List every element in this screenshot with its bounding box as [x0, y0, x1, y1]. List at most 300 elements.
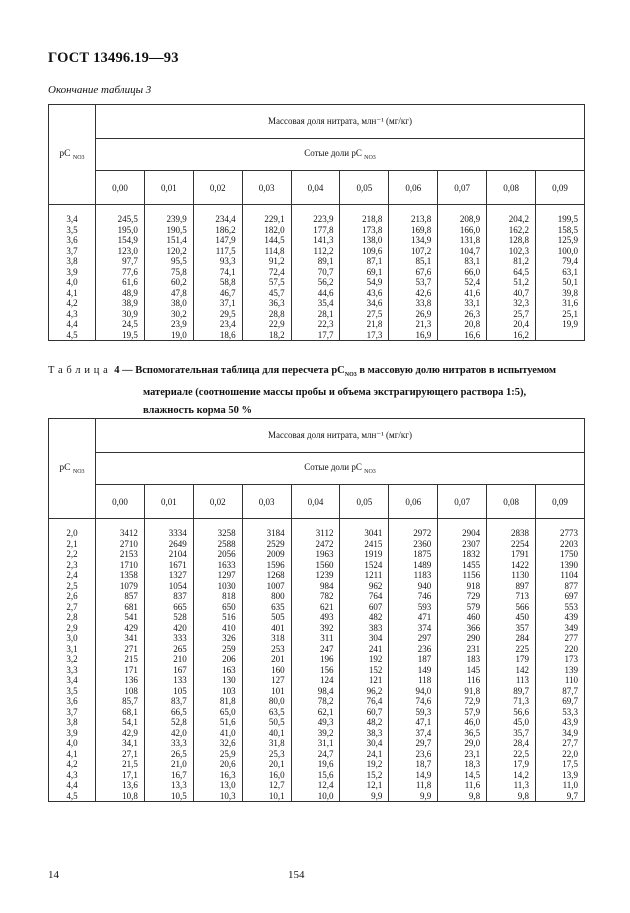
- table-cell: 1156: [438, 570, 487, 581]
- table-cell: 61,6: [96, 277, 145, 288]
- table-cell: 1633: [193, 560, 242, 571]
- table-row: [49, 696, 585, 707]
- table-cell: 19,5: [96, 330, 145, 341]
- table-cell: 116: [438, 675, 487, 686]
- table-cell: 17,5: [536, 759, 585, 770]
- table-cell: 349: [536, 623, 585, 634]
- document-id: ГОСТ 13496.19—93: [48, 50, 179, 66]
- table-cell: 65,0: [193, 707, 242, 718]
- row-ph-value: 4,2: [49, 759, 96, 770]
- row-ph-value: 4,3: [49, 770, 96, 781]
- table4-caption: [48, 362, 588, 420]
- table-cell: 210: [144, 654, 193, 665]
- table-cell: 52,8: [144, 717, 193, 728]
- table-cell: 21,8: [340, 319, 389, 330]
- table-cell: 152: [340, 665, 389, 676]
- table-cell: 62,1: [291, 707, 340, 718]
- table-cell: 713: [487, 591, 536, 602]
- row-ph-value: 3,8: [49, 717, 96, 728]
- table-cell: 1791: [487, 549, 536, 560]
- row-ph-value: 2,1: [49, 539, 96, 550]
- table-cell: 147,9: [193, 235, 242, 246]
- table-cell: 23,1: [438, 749, 487, 760]
- table-cell: 392: [291, 623, 340, 634]
- table-cell: 43,9: [536, 717, 585, 728]
- table-cell: 103: [193, 686, 242, 697]
- table-cell: 28,4: [487, 738, 536, 749]
- table-cell: 12,4: [291, 780, 340, 791]
- table-row: [49, 570, 585, 581]
- table-row: [49, 581, 585, 592]
- table-cell: 79,4: [536, 256, 585, 267]
- table-cell: 56,2: [291, 277, 340, 288]
- table-cell: 173,8: [340, 225, 389, 236]
- table-cell: 9,8: [487, 791, 536, 802]
- table-cell: 18,7: [389, 759, 438, 770]
- table-cell: 54,1: [96, 717, 145, 728]
- table-cell: 650: [193, 602, 242, 613]
- table-cell: 195,0: [96, 225, 145, 236]
- table4-number: 4 —: [114, 365, 133, 376]
- table-row: [49, 654, 585, 665]
- table-cell: 593: [389, 602, 438, 613]
- table-cell: 9,9: [340, 791, 389, 802]
- table-cell: 57,9: [438, 707, 487, 718]
- table-cell: 697: [536, 591, 585, 602]
- table-cell: 83,7: [144, 696, 193, 707]
- table-cell: 66,0: [438, 267, 487, 278]
- table-cell: 70,7: [291, 267, 340, 278]
- table-cell: 67,6: [389, 267, 438, 278]
- table-cell: 23,4: [193, 319, 242, 330]
- row-ph-value: 3,9: [49, 267, 96, 278]
- table-cell: 108: [96, 686, 145, 697]
- table-cell: 9,9: [389, 791, 438, 802]
- table4-column-headers: [49, 485, 585, 519]
- table-cell: 87,1: [340, 256, 389, 267]
- table-cell: 11,8: [389, 780, 438, 791]
- table-cell: 41,0: [193, 728, 242, 739]
- table-cell: 1239: [291, 570, 340, 581]
- table-cell: 218,8: [340, 205, 389, 225]
- table-cell: 1104: [536, 570, 585, 581]
- table-cell: 31,6: [536, 298, 585, 309]
- table-cell: 1130: [487, 570, 536, 581]
- table-cell: 818: [193, 591, 242, 602]
- table-cell: 239,9: [144, 205, 193, 225]
- table-cell: 253: [242, 644, 291, 655]
- table-cell: 857: [96, 591, 145, 602]
- table-cell: 2415: [340, 539, 389, 550]
- table-cell: 357: [487, 623, 536, 634]
- table-cell: 97,7: [96, 256, 145, 267]
- table-cell: 19,6: [291, 759, 340, 770]
- table-cell: 297: [389, 633, 438, 644]
- table-cell: 50,1: [536, 277, 585, 288]
- table-cell: 450: [487, 612, 536, 623]
- table-row: [49, 665, 585, 676]
- table-cell: 35,4: [291, 298, 340, 309]
- table-cell: 22,3: [291, 319, 340, 330]
- table-cell: 2307: [438, 539, 487, 550]
- table-cell: 95,5: [144, 256, 193, 267]
- table-cell: 2254: [487, 539, 536, 550]
- table-cell: 20,8: [438, 319, 487, 330]
- table-cell: 1832: [438, 549, 487, 560]
- table-cell: 800: [242, 591, 291, 602]
- table-cell: 2838: [487, 519, 536, 539]
- table-cell: 35,7: [487, 728, 536, 739]
- table-cell: 505: [242, 612, 291, 623]
- table-row: [49, 759, 585, 770]
- table3-column-header: 0,01: [144, 171, 193, 205]
- table3-caption: Окончание таблицы 3: [48, 84, 152, 96]
- table-cell: 1875: [389, 549, 438, 560]
- table-cell: 21,0: [144, 759, 193, 770]
- table-cell: 471: [389, 612, 438, 623]
- table-cell: 32,6: [193, 738, 242, 749]
- table-row: [49, 549, 585, 560]
- table-cell: 271: [96, 644, 145, 655]
- row-ph-value: 3,7: [49, 707, 96, 718]
- table3-column-header: 0,03: [242, 171, 291, 205]
- row-ph-value: 3,2: [49, 654, 96, 665]
- table-cell: 2009: [242, 549, 291, 560]
- table-cell: 14,5: [438, 770, 487, 781]
- table-cell: 17,1: [96, 770, 145, 781]
- table-cell: 118: [389, 675, 438, 686]
- table-cell: 141,3: [291, 235, 340, 246]
- table4-column-header: 0,00: [96, 485, 145, 519]
- table4-title-sub: NO3: [344, 372, 357, 379]
- table3-column-header: 0,04: [291, 171, 340, 205]
- table-cell: 131,8: [438, 235, 487, 246]
- table-cell: 48,2: [340, 717, 389, 728]
- table-cell: 27,7: [536, 738, 585, 749]
- table-cell: 19,0: [144, 330, 193, 341]
- table-cell: 42,9: [96, 728, 145, 739]
- row-ph-value: 3,9: [49, 728, 96, 739]
- table-cell: 1358: [96, 570, 145, 581]
- table-cell: 26,5: [144, 749, 193, 760]
- table3-column-headers: [49, 171, 585, 205]
- table-cell: 31,1: [291, 738, 340, 749]
- row-ph-value: 4,0: [49, 738, 96, 749]
- table-cell: 101: [242, 686, 291, 697]
- table-row: [49, 644, 585, 655]
- table-cell: 51,6: [193, 717, 242, 728]
- table-cell: 234,4: [193, 205, 242, 225]
- table-cell: 259: [193, 644, 242, 655]
- table-cell: 42,0: [144, 728, 193, 739]
- table-cell: 85,7: [96, 696, 145, 707]
- table-cell: 177,8: [291, 225, 340, 236]
- table-row: [49, 738, 585, 749]
- table-cell: 24,7: [291, 749, 340, 760]
- table-cell: 30,4: [340, 738, 389, 749]
- table-cell: 1079: [96, 581, 145, 592]
- table3-sub-header: Сотые доли pC $_{NO3}$: [96, 139, 585, 171]
- table-cell: 231: [438, 644, 487, 655]
- table-cell: 11,3: [487, 780, 536, 791]
- table-row: [49, 225, 585, 236]
- table3-column-header: 0,02: [193, 171, 242, 205]
- table-cell: 40,1: [242, 728, 291, 739]
- table-cell: 46,0: [438, 717, 487, 728]
- table-cell: 77,6: [96, 267, 145, 278]
- table-cell: 58,8: [193, 277, 242, 288]
- table-cell: 1183: [389, 570, 438, 581]
- table-cell: 493: [291, 612, 340, 623]
- table4-group-header: Массовая доля нитрата, млн⁻¹ (мг/кг): [96, 419, 585, 453]
- table-cell: 196: [291, 654, 340, 665]
- table-cell: 171: [96, 665, 145, 676]
- table-cell: 114,8: [242, 246, 291, 257]
- table-cell: 57,5: [242, 277, 291, 288]
- table-cell: 36,3: [242, 298, 291, 309]
- table-cell: 183: [438, 654, 487, 665]
- table-cell: 10,0: [291, 791, 340, 802]
- table-cell: 117,5: [193, 246, 242, 257]
- table-cell: 333: [144, 633, 193, 644]
- table-cell: 24,5: [96, 319, 145, 330]
- table-row: [49, 612, 585, 623]
- table-row: [49, 791, 585, 802]
- row-ph-value: 4,4: [49, 780, 96, 791]
- row-ph-value: 4,2: [49, 298, 96, 309]
- table-cell: 3112: [291, 519, 340, 539]
- table-cell: 85,1: [389, 256, 438, 267]
- table-cell: 63,1: [536, 267, 585, 278]
- table3-column-header: 0,09: [536, 171, 585, 205]
- table-cell: 1054: [144, 581, 193, 592]
- table-cell: 104,7: [438, 246, 487, 257]
- table-cell: 20,1: [242, 759, 291, 770]
- table-cell: [536, 330, 585, 341]
- table-cell: 366: [438, 623, 487, 634]
- table-cell: 34,1: [96, 738, 145, 749]
- table-cell: 24,1: [340, 749, 389, 760]
- table-cell: 76,4: [340, 696, 389, 707]
- table-cell: 201: [242, 654, 291, 665]
- row-ph-value: 2,8: [49, 612, 96, 623]
- table-cell: 11,0: [536, 780, 585, 791]
- row-ph-value: 3,0: [49, 633, 96, 644]
- table-cell: 45,0: [487, 717, 536, 728]
- table-cell: 21,5: [96, 759, 145, 770]
- table-cell: 28,1: [291, 309, 340, 320]
- table-cell: 182,0: [242, 225, 291, 236]
- table4-column-header: 0,01: [144, 485, 193, 519]
- table3-body: [49, 205, 585, 341]
- row-ph-value: 2,0: [49, 519, 96, 539]
- table4-title-line3: влажность корма 50 %: [143, 405, 253, 417]
- row-ph-value: 3,8: [49, 256, 96, 267]
- row-ph-value: 3,5: [49, 686, 96, 697]
- table4-column-header: 0,03: [242, 485, 291, 519]
- table-row: [49, 309, 585, 320]
- table-cell: 26,9: [389, 309, 438, 320]
- table-cell: 13,3: [144, 780, 193, 791]
- table-cell: 34,9: [536, 728, 585, 739]
- table-cell: 44,6: [291, 288, 340, 299]
- table3: [48, 104, 585, 341]
- table-cell: 74,6: [389, 696, 438, 707]
- table-row: [49, 602, 585, 613]
- table-cell: 127: [242, 675, 291, 686]
- table-cell: 2360: [389, 539, 438, 550]
- table-cell: 2710: [96, 539, 145, 550]
- table4-ph-header: pC $_{NO3}$: [49, 419, 96, 519]
- table-cell: 75,8: [144, 267, 193, 278]
- table-cell: 113: [487, 675, 536, 686]
- table-cell: 123,0: [96, 246, 145, 257]
- table-cell: 9,7: [536, 791, 585, 802]
- table-cell: 167: [144, 665, 193, 676]
- table-cell: 94,0: [389, 686, 438, 697]
- row-ph-value: 4,3: [49, 309, 96, 320]
- table-cell: 208,9: [438, 205, 487, 225]
- table-cell: 102,3: [487, 246, 536, 257]
- table-cell: 105: [144, 686, 193, 697]
- table-cell: 3412: [96, 519, 145, 539]
- table-cell: 27,1: [96, 749, 145, 760]
- table-cell: 2056: [193, 549, 242, 560]
- table-cell: 151,4: [144, 235, 193, 246]
- table-cell: 265: [144, 644, 193, 655]
- table3-column-header: 0,06: [389, 171, 438, 205]
- table-cell: 154,9: [96, 235, 145, 246]
- table-cell: 1919: [340, 549, 389, 560]
- table-cell: 607: [340, 602, 389, 613]
- table-cell: 53,3: [536, 707, 585, 718]
- table-cell: 635: [242, 602, 291, 613]
- table-cell: 28,8: [242, 309, 291, 320]
- table-cell: 13,6: [96, 780, 145, 791]
- table-cell: 2972: [389, 519, 438, 539]
- table-cell: 19,2: [340, 759, 389, 770]
- table-cell: 107,2: [389, 246, 438, 257]
- table-cell: 18,6: [193, 330, 242, 341]
- table-cell: 14,2: [487, 770, 536, 781]
- table-cell: 48,9: [96, 288, 145, 299]
- row-ph-value: 4,1: [49, 288, 96, 299]
- table-cell: 38,3: [340, 728, 389, 739]
- table-cell: 621: [291, 602, 340, 613]
- table-cell: 2203: [536, 539, 585, 550]
- table-cell: 71,3: [487, 696, 536, 707]
- table-cell: 89,7: [487, 686, 536, 697]
- table-cell: 149: [389, 665, 438, 676]
- table-cell: 33,3: [144, 738, 193, 749]
- table-cell: 460: [438, 612, 487, 623]
- table-cell: 29,7: [389, 738, 438, 749]
- table-cell: 169,8: [389, 225, 438, 236]
- table-cell: 10,5: [144, 791, 193, 802]
- table-cell: 277: [536, 633, 585, 644]
- table-cell: 16,6: [438, 330, 487, 341]
- table-cell: 2588: [193, 539, 242, 550]
- table-cell: 1671: [144, 560, 193, 571]
- table-cell: 33,8: [389, 298, 438, 309]
- table-cell: 51,2: [487, 277, 536, 288]
- table-cell: 1710: [96, 560, 145, 571]
- table-cell: 918: [438, 581, 487, 592]
- table-cell: 34,6: [340, 298, 389, 309]
- table-cell: 241: [340, 644, 389, 655]
- table-cell: 223,9: [291, 205, 340, 225]
- row-ph-value: 3,3: [49, 665, 96, 676]
- table-cell: 17,7: [291, 330, 340, 341]
- table-cell: 81,2: [487, 256, 536, 267]
- row-ph-value: 3,1: [49, 644, 96, 655]
- table-cell: 173: [536, 654, 585, 665]
- table-cell: 21,3: [389, 319, 438, 330]
- table-cell: 68,1: [96, 707, 145, 718]
- table-cell: 665: [144, 602, 193, 613]
- table-cell: 13,9: [536, 770, 585, 781]
- table-cell: 2104: [144, 549, 193, 560]
- table-cell: 2472: [291, 539, 340, 550]
- table-cell: 10,3: [193, 791, 242, 802]
- table-cell: 311: [291, 633, 340, 644]
- table-cell: 22,5: [487, 749, 536, 760]
- row-ph-value: 3,7: [49, 246, 96, 257]
- table-cell: 46,7: [193, 288, 242, 299]
- table-cell: 29,5: [193, 309, 242, 320]
- table4-title-part1: Вспомогательная таблица для пересчета pC: [135, 365, 345, 376]
- table-cell: 37,4: [389, 728, 438, 739]
- table-cell: 247: [291, 644, 340, 655]
- table4-column-header: 0,02: [193, 485, 242, 519]
- table-cell: 1030: [193, 581, 242, 592]
- table-cell: 43,6: [340, 288, 389, 299]
- table-cell: 1524: [340, 560, 389, 571]
- table-cell: 163: [193, 665, 242, 676]
- table-cell: 17,3: [340, 330, 389, 341]
- table-cell: 23,9: [144, 319, 193, 330]
- table-cell: 133: [144, 675, 193, 686]
- table-cell: 2153: [96, 549, 145, 560]
- table-row: [49, 267, 585, 278]
- table-cell: 20,6: [193, 759, 242, 770]
- table-cell: 87,7: [536, 686, 585, 697]
- table-cell: 192: [340, 654, 389, 665]
- table-cell: 60,2: [144, 277, 193, 288]
- table-cell: 45,7: [242, 288, 291, 299]
- table-cell: 32,3: [487, 298, 536, 309]
- table-row: [49, 246, 585, 257]
- table-cell: 72,4: [242, 267, 291, 278]
- table-cell: 940: [389, 581, 438, 592]
- row-ph-value: 3,6: [49, 696, 96, 707]
- table-cell: 410: [193, 623, 242, 634]
- table-cell: 39,2: [291, 728, 340, 739]
- table-cell: 125,9: [536, 235, 585, 246]
- table-cell: 429: [96, 623, 145, 634]
- row-ph-value: 4,4: [49, 319, 96, 330]
- table3-column-header: 0,07: [438, 171, 487, 205]
- table-cell: 144,5: [242, 235, 291, 246]
- table-cell: 984: [291, 581, 340, 592]
- table3-column-header: 0,05: [340, 171, 389, 205]
- table-row: [49, 235, 585, 246]
- table-cell: 877: [536, 581, 585, 592]
- table-cell: 30,9: [96, 309, 145, 320]
- table-cell: 962: [340, 581, 389, 592]
- table-cell: 69,1: [340, 267, 389, 278]
- table4-label: Таблица: [48, 365, 112, 376]
